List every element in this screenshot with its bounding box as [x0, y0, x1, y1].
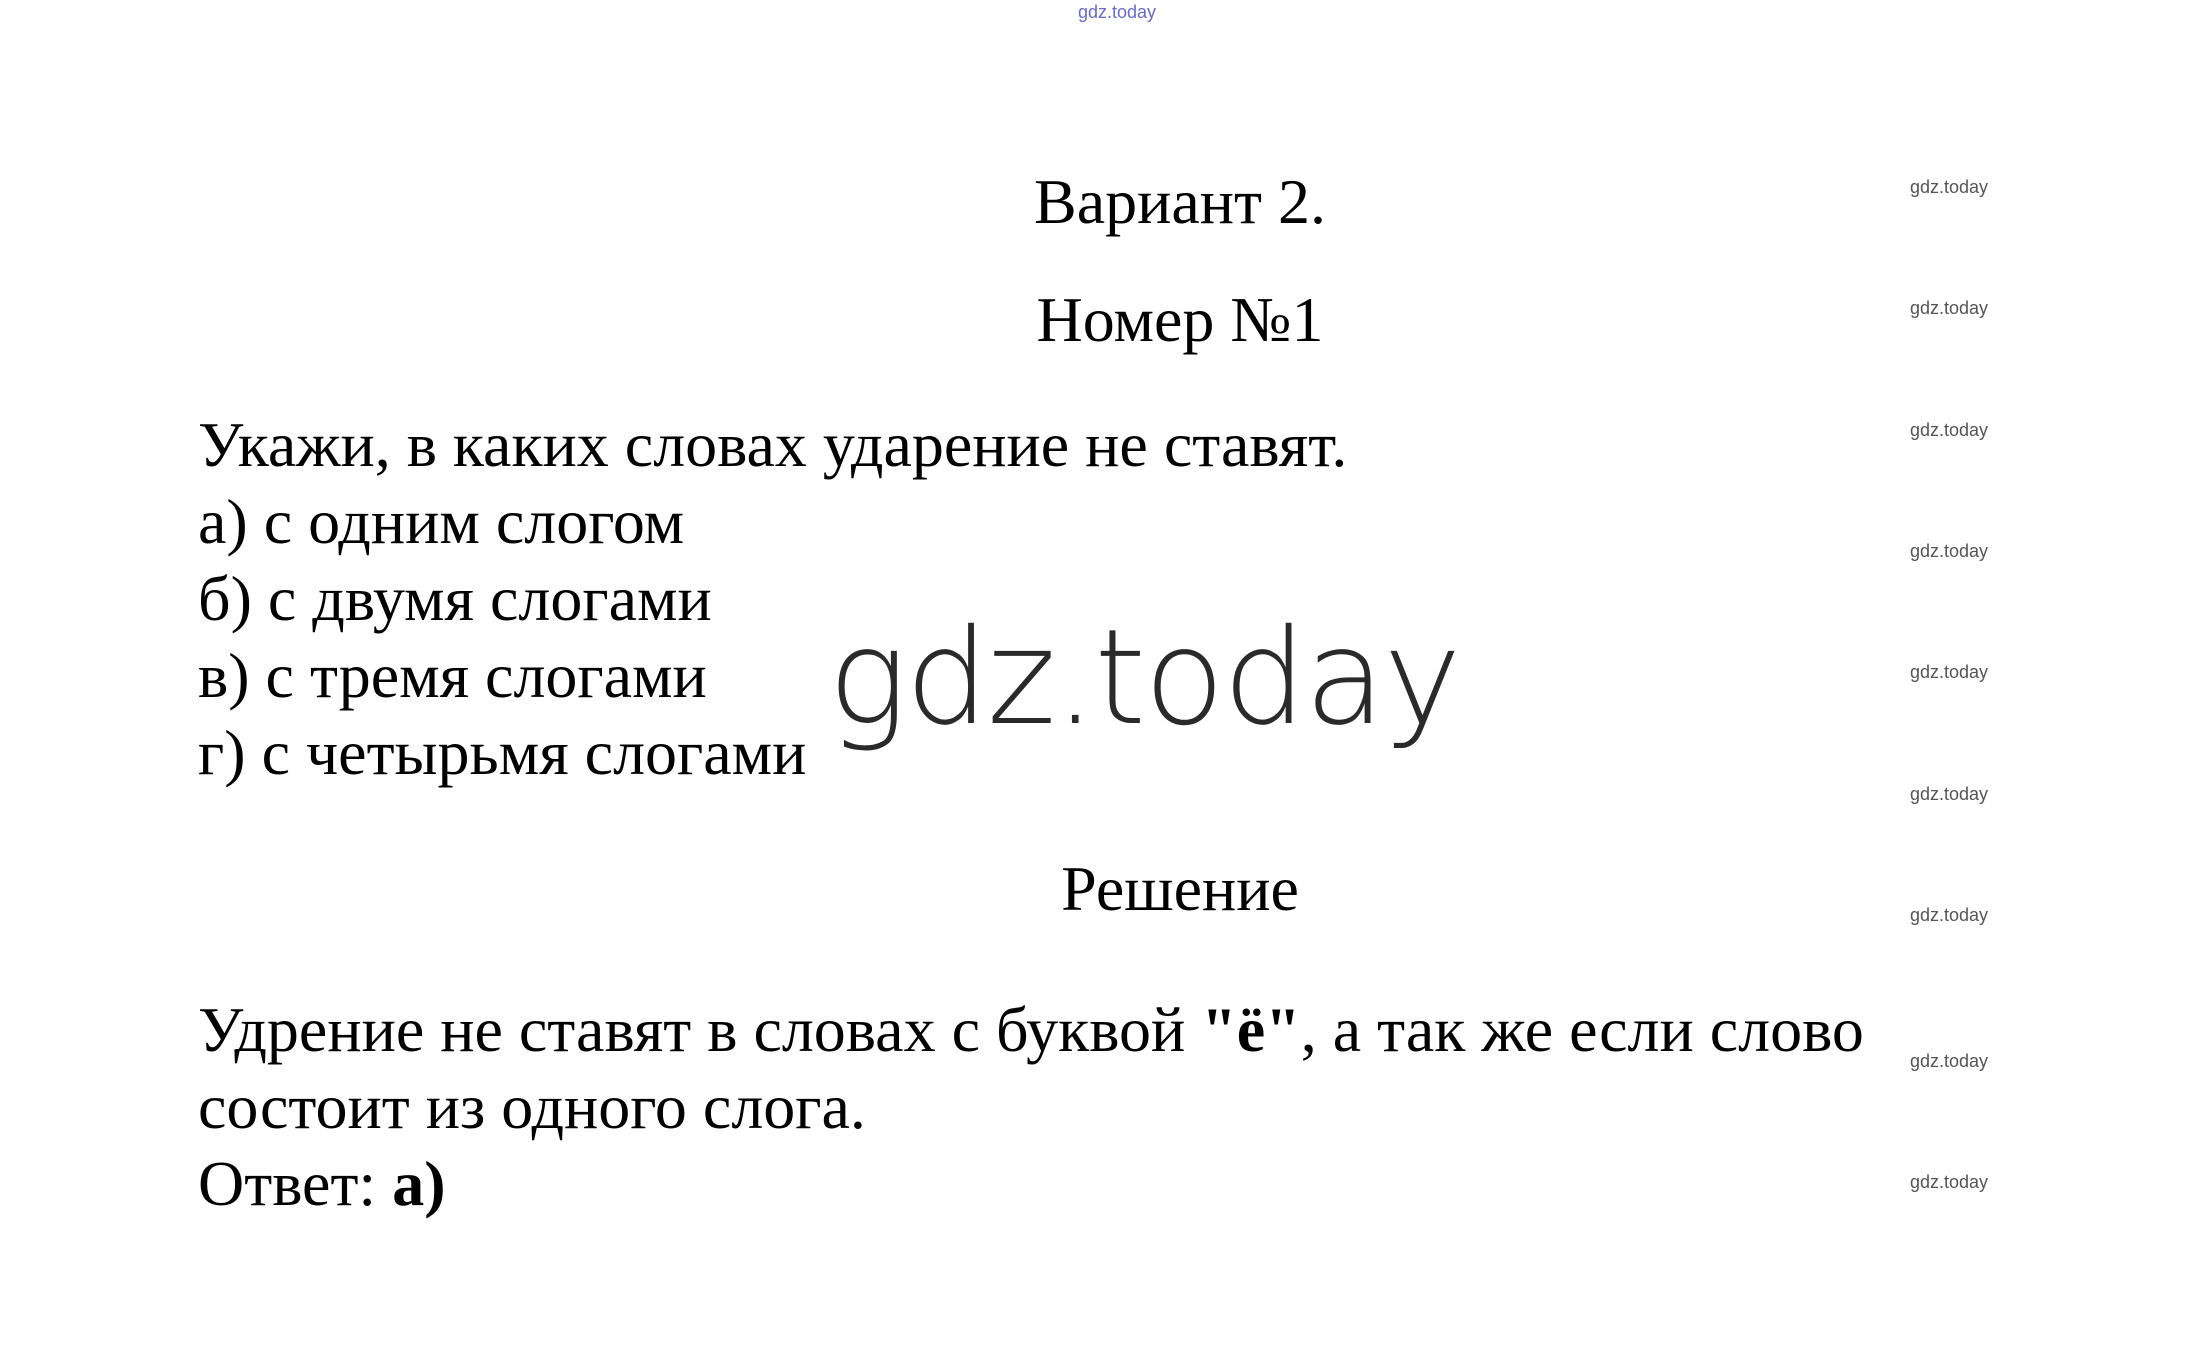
side-watermark: gdz.today [1910, 905, 1989, 925]
answer-value: а) [392, 1148, 446, 1219]
top-watermark: gdz.today [1078, 2, 1157, 22]
center-watermark: gdz.today [828, 601, 1460, 755]
option-a: а) с одним слогом [198, 486, 685, 557]
answer-label: Ответ: [198, 1148, 393, 1219]
number-heading: Номер №1 [1036, 284, 1324, 355]
solution-heading: Решение [1061, 853, 1299, 924]
side-watermark: gdz.today [1910, 420, 1989, 440]
solution-line-2: состоит из одного слога. [198, 1071, 866, 1142]
option-d: г) с четырьмя слогами [198, 717, 807, 788]
side-watermark: gdz.today [1910, 298, 1989, 318]
side-watermark: gdz.today [1910, 1172, 1989, 1192]
option-c: в) с тремя слогами [198, 640, 707, 711]
solution-text-part1: Удрение не ставят в словах с буквой [198, 994, 1202, 1065]
solution-line-1 [198, 994, 1864, 1065]
solution-text-part2: , а так же если слово [1300, 994, 1864, 1065]
answer-line [198, 1148, 446, 1219]
side-watermark: gdz.today [1910, 1051, 1989, 1071]
side-watermark: gdz.today [1910, 541, 1989, 561]
side-watermark: gdz.today [1910, 784, 1989, 804]
variant-heading: Вариант 2. [1034, 166, 1326, 237]
highlighted-letter: "ё" [1201, 994, 1301, 1065]
side-watermark: gdz.today [1910, 662, 1989, 682]
side-watermark: gdz.today [1910, 177, 1989, 197]
question-prompt: Укажи, в каких словах ударение не ставят. [198, 409, 1348, 480]
option-b: б) с двумя слогами [198, 563, 712, 634]
